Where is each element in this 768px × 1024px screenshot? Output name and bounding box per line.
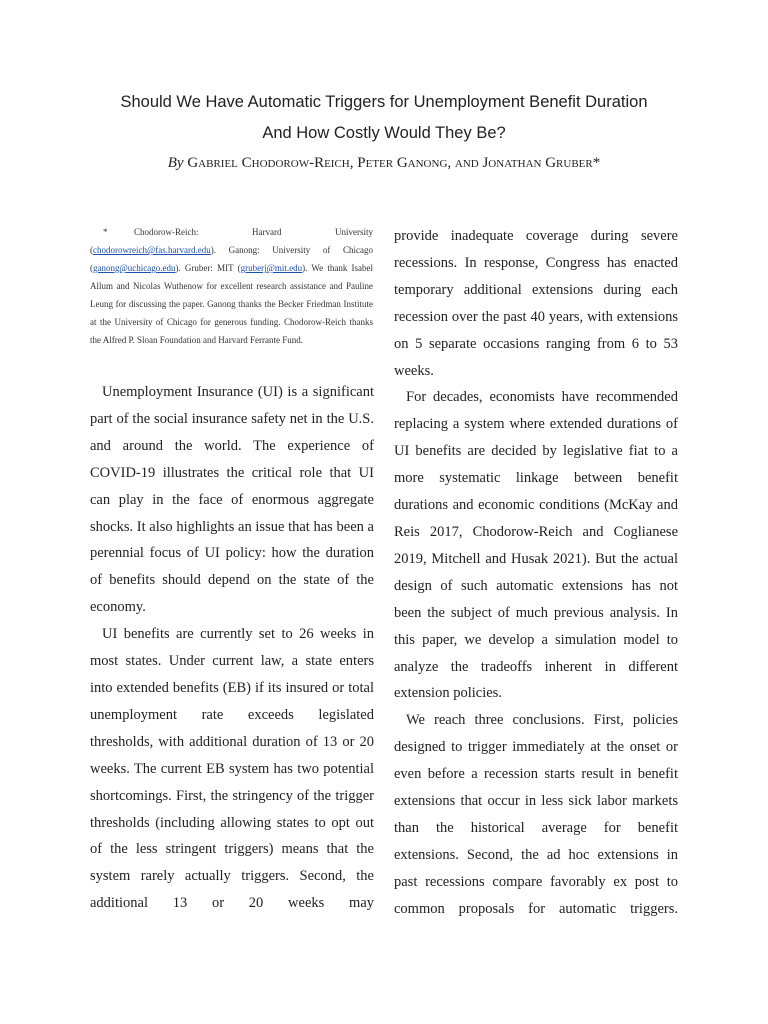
- left-column: [90, 379, 374, 917]
- body-paragraph-3: For decades, economists have recommended replacing a system where extended durations of UI benefits are decided by legislative fiat to a more systematic linkage between benefit durations and economic conditions (McKay and Reis 2017, Chodorow-Reich and Coglianese 2019, Mitchell and Husak 2021). But the actual design of such automatic extensions has not been the subject of much previous analysis. In this paper, we develop a simulation model to analyze the tradeoffs inherent in different extension policies.: [394, 389, 678, 702]
- byline-by: By: [167, 155, 184, 171]
- author-byline: [0, 155, 768, 172]
- footnote-text-2: ). Ganong: University of Chicago (: [90, 245, 373, 273]
- body-paragraph-4: We reach three conclusions. First, policies designed to trigger immediately at the onset or even before a recession starts result in benefit extensions that occur in less sick labor markets than the historical average for benefit extensions. Second, the ad hoc extensions in past recessions compare favorably ex post to common proposals for automatic triggers.: [394, 712, 678, 917]
- body-paragraph-2: UI benefits are currently set to 26 weeks in most states. Under current law, a state enters into extended benefits (EB) if its insured or total unemployment rate exceeds legislated thresholds, with additional duration of 13 or 20 weeks. The current EB system has two potential shortcomings. First, the stringency of the trigger thresholds (including allowing states to opt out of the less stringent triggers) means that the system rarely actually triggers. Second, the additional 13 or 20 weeks may: [90, 626, 374, 912]
- footnote-text-4: ). We thank Isabel Allum and Nicolas Wuthenow for excellent research assistance and Pauline Leung for discussing the paper. Ganong thanks the Becker Friedman Institute at the University of Chicago for generous funding. Chodorow-Reich thanks the Alfred P. Sloan Foundation and Harvard Ferrante Fund.: [90, 263, 373, 345]
- author-footnote: [90, 223, 373, 349]
- footnote-marker: *: [103, 227, 108, 237]
- email-link-ganong[interactable]: ganong@uchicago.edu: [93, 263, 176, 273]
- paper-title-line-2: And How Costly Would They Be?: [262, 124, 506, 142]
- body-paragraph-1: Unemployment Insurance (UI) is a significant part of the social insurance safety net in the U.S. and around the world. The experience of COVID-19 illustrates the critical role that UI can play in the face of enormous aggregate shocks. It also highlights an issue that has been a perennial focus of UI policy: how the duration of benefits should depend on the state of the economy.: [90, 384, 374, 616]
- footnote-text-3: ). Gruber: MIT (: [175, 263, 241, 273]
- body-paragraph-2-continued: provide inadequate coverage during severe recessions. In response, Congress has enacted temporary additional extensions during each recession over the past 40 years, with extensions on 5 separate occasions ranging from 6 to 53 weeks.: [394, 228, 678, 379]
- email-link-gruber[interactable]: gruberj@mit.edu: [240, 263, 303, 273]
- right-column: [394, 223, 678, 923]
- email-link-chodorow-reich[interactable]: chodorowreich@fas.harvard.edu: [93, 245, 211, 255]
- footnote-text-1: Chodorow-Reich: Harvard University (: [90, 227, 373, 255]
- paper-title-line-1: Should We Have Automatic Triggers for Unemployment Benefit Duration: [120, 93, 648, 111]
- author-names: Gabriel Chodorow-Reich, Peter Ganong, and Jonathan Gruber*: [187, 155, 601, 171]
